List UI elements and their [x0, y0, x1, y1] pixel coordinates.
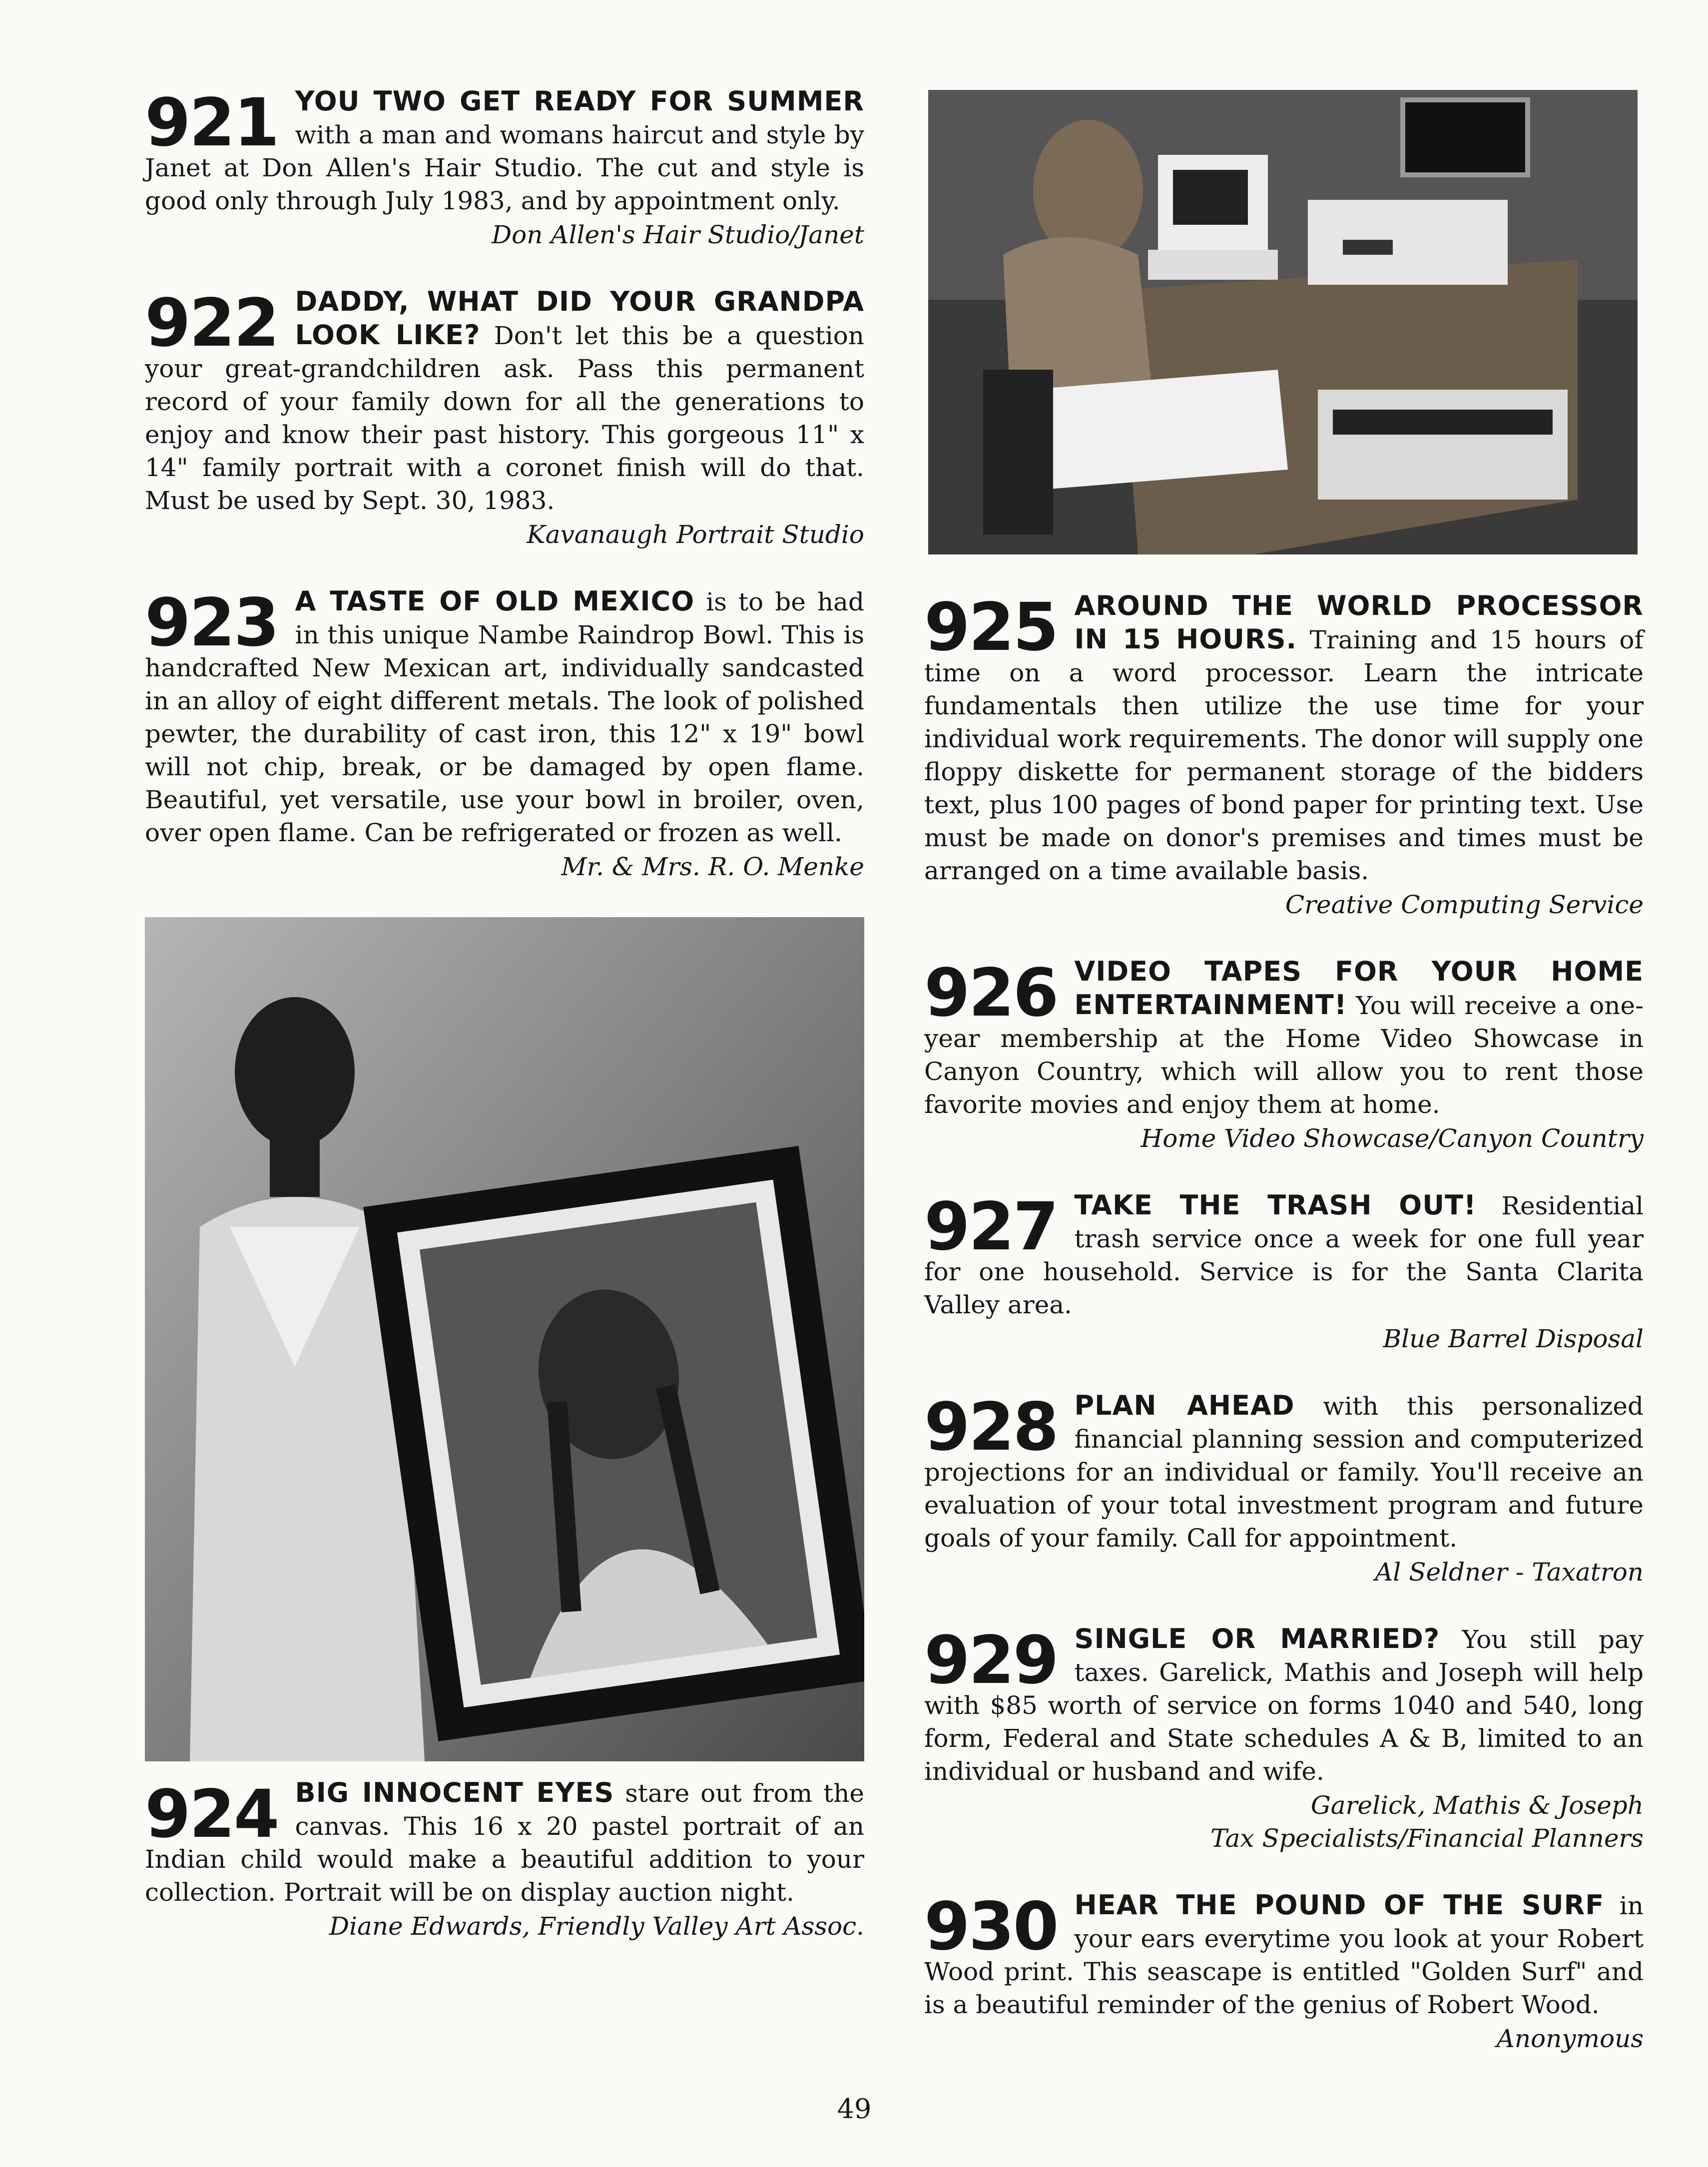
item-donor: Diane Edwards, Friendly Valley Art Assoc.	[329, 1912, 864, 1941]
item-donor: Garelick, Mathis & Joseph	[1310, 1791, 1644, 1820]
item-body: stare out from the canvas. This 16 x 20 pastel portrait of an Indian child would make a beautiful addition to your collection. Portrait will be on display auction night.	[145, 1779, 864, 1907]
item-body: You will receive a one-year membership at the Home Video Showcase in Canyon Country, which will allow you to rent those favorite movies and enjoy them at home.	[924, 991, 1644, 1119]
item-headline: VIDEO TAPES FOR YOUR HOME ENTERTAINMENT!	[1074, 956, 1644, 1021]
item-body: You still pay taxes. Garelick, Mathis and Joseph will help with $85 worth of service on forms 1040 and 540, long form, Federal and State schedules A & B, limited to an individual or husband and wife.	[924, 1625, 1644, 1786]
auction-item-923	[145, 585, 864, 882]
item-headline: HEAR THE POUND OF THE SURF	[1074, 1889, 1605, 1921]
auction-item-921	[145, 85, 864, 250]
left-column	[145, 85, 864, 1977]
item-body: is to be had in this unique Nambe Raindrop Bowl. This is handcrafted New Mexican art, individually sandcasted in an alloy of eight different metals. The look of polished pewter, the durability of cast iron, this 12" x 19" bowl will not chip, break, or be damaged by open flame. Beautiful, yet versatile, use your bowl in broiler, oven, over open flame. Can be refrigerated or frozen as well.	[145, 587, 864, 847]
item-donor: Al Seldner - Taxatron	[1375, 1558, 1644, 1587]
item-number: 930	[924, 1888, 1058, 1965]
item-number: 922	[145, 285, 278, 362]
item-headline: SINGLE OR MARRIED?	[1074, 1623, 1440, 1654]
item-donor: Don Allen's Hair Studio/Janet	[492, 220, 864, 249]
item-headline: PLAN AHEAD	[1074, 1390, 1295, 1421]
auction-item-925	[924, 589, 1644, 920]
portrait-photo	[145, 917, 864, 1761]
item-headline: DADDY, WHAT DID YOUR GRANDPA LOOK LIKE?	[295, 286, 864, 351]
computer-photo-illustration	[928, 90, 1638, 554]
auction-item-929	[924, 1623, 1644, 1854]
auction-item-927	[924, 1189, 1644, 1354]
item-body: Don't let this be a question your great-grandchildren ask. Pass this permanent record of your family down for all the generations to enjoy and know their past history. This gorgeous 11" x 14" family portrait with a coronet finish will do that. Must be used by Sept. 30, 1983.	[145, 321, 864, 515]
item-number: 928	[924, 1389, 1058, 1466]
item-headline: AROUND THE WORLD PROCESSOR IN 15 HOURS.	[1074, 590, 1644, 655]
item-headline: BIG INNOCENT EYES	[295, 1777, 614, 1808]
auction-item-926	[924, 955, 1644, 1154]
item-headline: YOU TWO GET READY FOR SUMMER	[295, 85, 864, 117]
item-headline: A TASTE OF OLD MEXICO	[295, 585, 695, 617]
auction-item-924	[145, 1776, 864, 1942]
item-number: 929	[924, 1622, 1058, 1699]
right-column	[924, 85, 1644, 2089]
item-number: 925	[924, 589, 1058, 666]
item-number: 926	[924, 955, 1058, 1032]
item-number: 923	[145, 584, 278, 661]
item-body: Residential trash service once a week for one full year for one household. Service is for the Santa Clarita Valley area.	[924, 1191, 1644, 1319]
item-donor: Mr. & Mrs. R. O. Menke	[561, 852, 864, 881]
auction-item-928	[924, 1389, 1644, 1588]
item-body: with a man and womans haircut and style by Janet at Don Allen's Hair Studio. The cut and style is good only through July 1983, and by appointment only.	[145, 120, 864, 215]
item-body: Training and 15 hours of time on a word processor. Learn the intricate fundamentals then utilize the use time for your individual work requirements. The donor will supply one floppy diskette for permanent storage of the bidders text, plus 100 pages of bond paper for printing text. Use must be made on donor's premises and times must be arranged on a time available basis.	[924, 625, 1644, 885]
item-number: 927	[924, 1188, 1058, 1265]
portrait-photo-illustration	[145, 917, 864, 1761]
item-body: with this personalized financial planning session and computerized projections for an individual or family. You'll receive an evaluation of your total investment program and future goals of your family. Call for appointment.	[924, 1392, 1644, 1553]
page-number: 49	[837, 2093, 872, 2125]
item-donor: Blue Barrel Disposal	[1383, 1324, 1644, 1353]
item-donor: Creative Computing Service	[1285, 890, 1644, 919]
item-donor: Anonymous	[1496, 2024, 1644, 2053]
auction-item-930	[924, 1889, 1644, 2054]
auction-item-922	[145, 285, 864, 550]
item-donor: Home Video Showcase/Canyon Country	[1140, 1124, 1644, 1153]
item-body: in your ears everytime you look at your Robert Wood print. This seascape is entitled "Golden Surf" and is a beautiful reminder of the genius of Robert Wood.	[924, 1891, 1644, 2019]
item-number: 924	[145, 1776, 278, 1853]
item-headline: TAKE THE TRASH OUT!	[1074, 1189, 1477, 1221]
item-number: 921	[145, 84, 278, 161]
item-donor: Kavanaugh Portrait Studio	[527, 520, 864, 549]
computer-photo	[928, 90, 1638, 554]
item-donor-line-2: Tax Specialists/Financial Planners	[1210, 1824, 1644, 1853]
